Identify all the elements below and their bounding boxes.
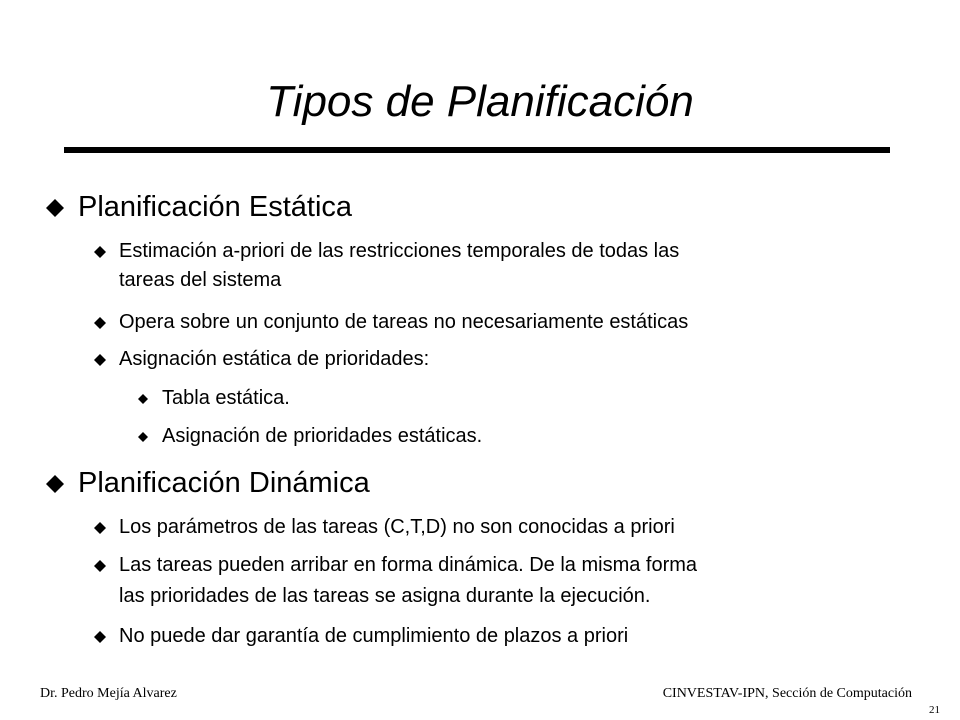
section-heading-text: Planificación Dinámica — [78, 467, 370, 499]
list-item-text-line2: tareas del sistema — [119, 269, 282, 291]
diamond-bullet-icon — [138, 432, 148, 442]
diamond-bullet-icon — [94, 354, 106, 366]
list-item-text-line2: las prioridades de las tareas se asigna durante la ejecución. — [119, 585, 651, 607]
diamond-bullet-icon — [94, 522, 106, 534]
diamond-bullet-icon — [138, 394, 148, 404]
list-item-text: Los parámetros de las tareas (C,T,D) no son conocidas a priori — [119, 516, 675, 538]
list-item-text: Opera sobre un conjunto de tareas no necesariamente estáticas — [119, 311, 689, 333]
list-item-text: Asignación estática de prioridades: — [119, 348, 430, 370]
footer-institution: CINVESTAV-IPN, Sección de Computación — [662, 686, 912, 701]
list-item-text-line1: Las tareas pueden arribar en forma dinámica. De la misma forma — [119, 554, 698, 576]
list-item-text-line1: Estimación a-priori de las restricciones temporales de todas las — [119, 240, 680, 262]
page-number: 21 — [929, 704, 940, 716]
diamond-bullet-icon — [94, 317, 106, 329]
diamond-bullet-icon — [94, 246, 106, 258]
section-heading-text: Planificación Estática — [78, 191, 353, 223]
title-underline — [64, 147, 890, 153]
diamond-bullet-icon — [94, 631, 106, 643]
slide-title: Tipos de Planificación — [266, 77, 694, 126]
list-item-text: No puede dar garantía de cumplimiento de plazos a priori — [119, 625, 629, 647]
diamond-bullet-icon — [46, 199, 64, 217]
diamond-bullet-icon — [94, 560, 106, 572]
sub-list-item-text: Asignación de prioridades estáticas. — [162, 425, 483, 447]
diamond-bullet-icon — [46, 475, 64, 493]
footer-author: Dr. Pedro Mejía Alvarez — [40, 686, 177, 701]
sub-list-item-text: Tabla estática. — [162, 387, 290, 409]
